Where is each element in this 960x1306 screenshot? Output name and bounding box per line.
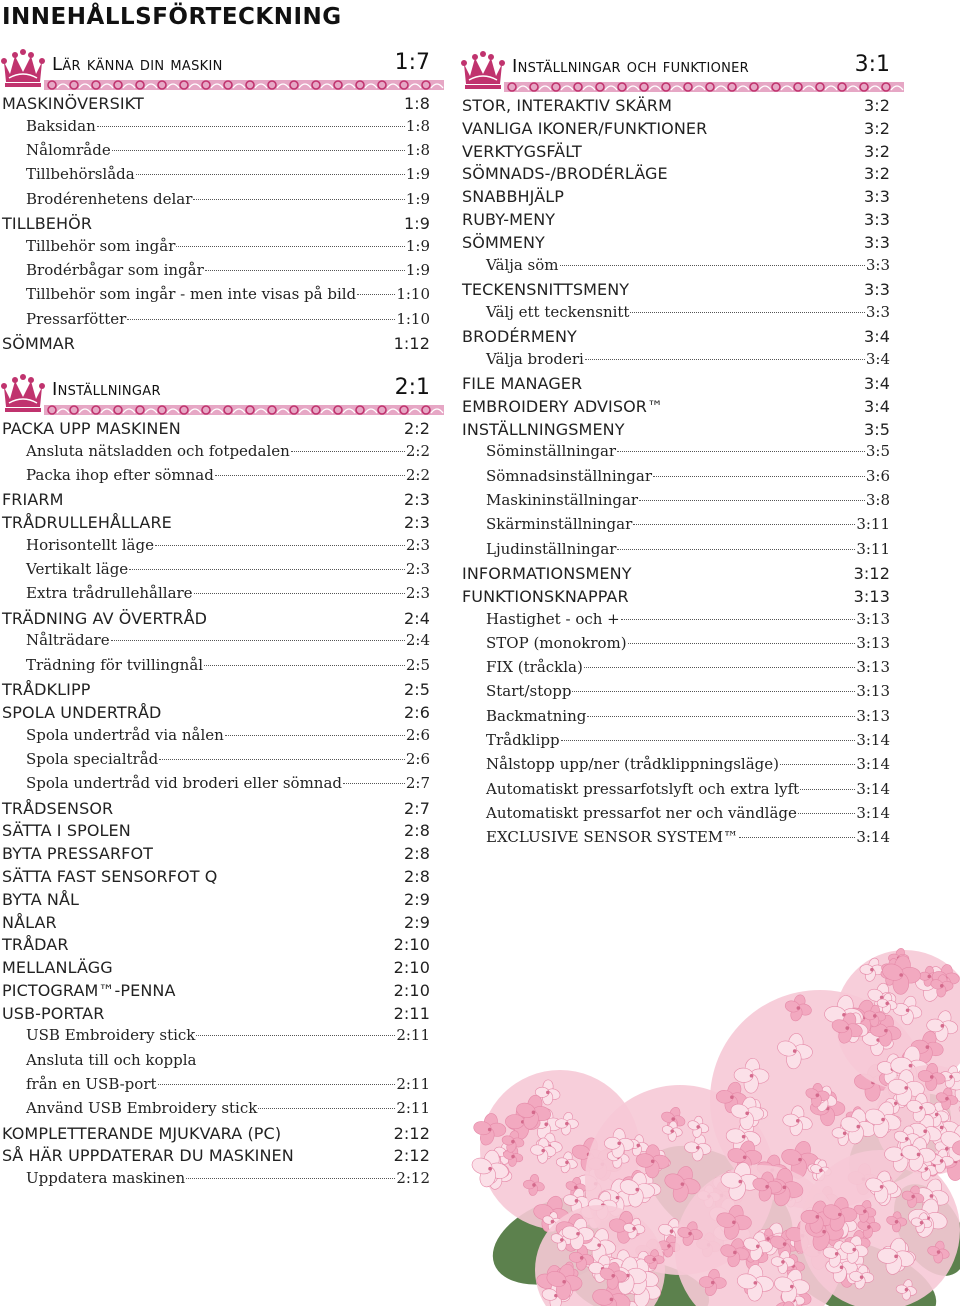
toc-entry — [460, 327, 892, 350]
toc-entry-title: RUBY-MENY — [462, 209, 556, 229]
toc-entry-title: TRÅDSENSOR — [2, 798, 114, 818]
section-header — [0, 369, 432, 415]
toc-entry-page: 2:3 — [403, 512, 430, 532]
dot-leader — [136, 174, 405, 175]
toc-entry-page: 2:2 — [405, 441, 430, 460]
toc-entry-title: TECKENSNITTSMENY — [462, 279, 630, 299]
toc-entry — [0, 844, 432, 867]
toc-entry-title: Ljudinställningar — [486, 539, 617, 558]
dot-leader — [129, 569, 405, 570]
toc-entry-page: 1:8 — [403, 94, 430, 113]
toc-entry-page: 3:13 — [853, 586, 890, 606]
toc-entry-page: 1:10 — [396, 309, 430, 328]
toc-entry-page: 2:5 — [405, 655, 430, 674]
toc-entry-page: 2:2 — [405, 465, 430, 484]
dot-leader — [621, 619, 856, 620]
toc-entry — [460, 164, 892, 187]
section-number: 3:1 — [854, 52, 890, 77]
toc-entry — [0, 958, 432, 981]
toc-entry-page: 1:9 — [405, 165, 430, 184]
dot-leader — [225, 735, 405, 736]
toc-entry — [0, 867, 432, 890]
dot-leader — [205, 270, 405, 271]
toc-entry-page: 2:10 — [393, 958, 430, 978]
toc-entry — [460, 303, 892, 327]
section-header — [460, 46, 892, 92]
toc-entry-page: 2:4 — [405, 631, 430, 650]
toc-entry — [460, 587, 892, 610]
toc-entry-title: BYTA NÅL — [2, 889, 80, 909]
toc-entry — [460, 610, 892, 634]
toc-entry-page: 1:9 — [405, 236, 430, 255]
toc-entry-page: 2:5 — [403, 680, 430, 700]
section-number: 2:1 — [394, 374, 430, 400]
toc-entry-title: Välj ett teckensnitt — [486, 302, 630, 321]
toc-entry-page: 3:4 — [863, 374, 890, 394]
dot-leader — [587, 716, 855, 717]
dot-leader — [584, 667, 855, 668]
crown-icon — [0, 48, 46, 88]
toc-entry — [0, 237, 432, 261]
toc-entry-page: 3:3 — [863, 279, 890, 299]
toc-entry-title: SÖMMAR — [2, 333, 76, 353]
toc-entry-page: 3:14 — [856, 828, 890, 847]
toc-entry-title: TILLBEHÖR — [2, 213, 93, 233]
toc-entry-title: PACKA UPP MASKINEN — [2, 418, 181, 438]
toc-entry-page: 2:8 — [403, 844, 430, 864]
toc-entry — [460, 755, 892, 779]
toc-entry — [0, 1169, 432, 1193]
toc-entry-page: 3:3 — [863, 209, 890, 229]
dot-leader — [186, 1178, 395, 1179]
dot-leader — [617, 451, 865, 452]
toc-entry — [460, 804, 892, 828]
toc-entry — [0, 141, 432, 165]
toc-entry-title: BYTA PRESSARFOT — [2, 844, 154, 864]
toc-entry — [0, 442, 432, 466]
toc-entry — [0, 680, 432, 703]
toc-entry — [0, 1004, 432, 1027]
toc-entry — [0, 609, 432, 632]
toc-entry — [0, 490, 432, 513]
toc-entry-page: 1:12 — [393, 333, 430, 353]
toc-entry-title: SÄTTA I SPOLEN — [2, 821, 131, 841]
toc-entry-title: TRÅDKLIPP — [2, 680, 91, 700]
toc-entry-page: 1:10 — [396, 285, 430, 304]
toc-entry-page: 3:14 — [856, 755, 890, 774]
toc-entry — [0, 1146, 432, 1169]
toc-entry-page: 2:9 — [403, 912, 430, 932]
toc-entry — [460, 119, 892, 142]
dot-leader — [561, 740, 856, 741]
toc-entry-page: 2:11 — [396, 1099, 430, 1118]
toc-entry — [0, 560, 432, 584]
dot-leader — [633, 524, 855, 525]
toc-entry-title: Hastighet - och + — [486, 609, 620, 628]
toc-entry — [0, 536, 432, 560]
crown-icon — [460, 50, 506, 90]
toc-entry-title: SÖMNADS-/BRODÉRLÄGE — [462, 164, 668, 184]
crown-icon — [0, 373, 46, 413]
dot-leader — [585, 359, 865, 360]
dot-leader — [155, 545, 405, 546]
section-installningar-och-funktioner — [460, 46, 892, 853]
toc-entry-page: 3:3 — [865, 255, 890, 274]
toc-entry — [0, 214, 432, 237]
dot-leader — [112, 150, 405, 151]
dot-leader — [343, 783, 405, 784]
toc-entry-title: Spola undertråd via nålen — [26, 725, 224, 744]
dot-leader — [204, 665, 405, 666]
toc-entry-title: Pressarfötter — [26, 309, 127, 328]
toc-entry-page: 1:8 — [405, 116, 430, 135]
toc-entry — [460, 634, 892, 658]
toc-entry-page: 3:4 — [863, 396, 890, 416]
toc-entry — [0, 821, 432, 844]
dot-leader — [780, 764, 855, 765]
toc-entry-title: SPOLA UNDERTRÅD — [2, 702, 162, 722]
toc-entry-page: 1:8 — [405, 141, 430, 160]
toc-entry-page: 2:3 — [403, 490, 430, 510]
toc-entry-title: PICTOGRAM™-PENNA — [2, 980, 176, 1000]
toc-entry — [460, 467, 892, 491]
toc-entry-title: Start/stopp — [486, 682, 572, 701]
page-title: INNEHÅLLSFÖRTECKNING — [2, 4, 342, 30]
toc-entry — [460, 682, 892, 706]
toc-entry — [460, 256, 892, 280]
toc-entry-title: INFORMATIONSMENY — [462, 563, 632, 583]
toc-entry-page: 2:12 — [396, 1169, 430, 1188]
toc-entry — [460, 397, 892, 420]
toc-entry-page: 2:11 — [396, 1026, 430, 1045]
toc-entry — [0, 513, 432, 536]
toc-entry-page: 3:12 — [853, 563, 890, 583]
toc-entry-title: Trädning för tvillingnål — [26, 655, 204, 674]
toc-entry — [0, 419, 432, 442]
toc-entry — [0, 334, 432, 357]
toc-entry — [460, 280, 892, 303]
toc-entry — [460, 233, 892, 256]
dot-leader — [111, 640, 405, 641]
toc-entry-page: 3:5 — [863, 419, 890, 439]
toc-entry-page: 3:3 — [865, 302, 890, 321]
dot-leader — [291, 451, 405, 452]
toc-entry-title: SÖMMENY — [462, 232, 545, 252]
toc-entry-title: Uppdatera maskinen — [26, 1169, 186, 1188]
toc-entry-page: 3:14 — [856, 803, 890, 822]
dot-leader — [127, 319, 395, 320]
toc-entry — [0, 913, 432, 936]
dot-leader — [196, 1035, 395, 1036]
toc-entry-page: 3:11 — [856, 539, 890, 558]
toc-entry — [0, 310, 432, 334]
toc-entry — [460, 210, 892, 233]
toc-entry-title: Tillbehör som ingår — [26, 236, 176, 255]
toc-entry — [0, 1051, 432, 1075]
section-title: Inställningar — [52, 378, 161, 400]
section-header — [0, 44, 432, 90]
toc-entry-page: 3:2 — [863, 141, 890, 161]
section-installningar — [0, 369, 432, 1194]
dot-leader — [193, 199, 404, 200]
toc-entry-title: SÅ HÄR UPPDATERAR DU MASKINEN — [2, 1146, 294, 1166]
toc-entry-page: 2:8 — [403, 866, 430, 886]
toc-entry-title: VERKTYGSFÄLT — [462, 141, 582, 161]
toc-entry-page: 3:8 — [865, 491, 890, 510]
toc-entry-title: KOMPLETTERANDE MJUKVARA (PC) — [2, 1123, 282, 1143]
dot-leader — [215, 475, 405, 476]
toc-entry-title: Automatiskt pressarfotslyft och extra lyft — [486, 779, 800, 798]
toc-entry-title: FRIARM — [2, 490, 64, 510]
dot-leader — [194, 593, 405, 594]
dot-leader — [176, 246, 404, 247]
toc-entry-title: SNABBHJÄLP — [462, 187, 564, 207]
dot-leader — [739, 837, 855, 838]
toc-entry-page: 3:2 — [863, 96, 890, 115]
toc-entry — [0, 981, 432, 1004]
toc-entry-title: Backmatning — [486, 706, 587, 725]
toc-entry-page: 3:2 — [863, 164, 890, 184]
toc-entry-title: VANLIGA IKONER/FUNKTIONER — [462, 118, 708, 138]
swirl-band — [44, 80, 444, 90]
toc-entry-title: Brodérenhetens delar — [26, 189, 193, 208]
toc-entry-title: TRÄDNING AV ÖVERTRÅD — [2, 608, 208, 628]
toc-entry-title: Baksidan — [26, 116, 96, 135]
toc-entry-page: 2:7 — [403, 798, 430, 818]
toc-entry-title: MASKINÖVERSIKT — [2, 94, 144, 113]
toc-entry-title: Nålstopp upp/ner (trådklippningsläge) — [486, 755, 779, 774]
toc-entry-page: 3:13 — [856, 609, 890, 628]
toc-entry-page: 2:12 — [393, 1146, 430, 1166]
toc-entry — [0, 190, 432, 214]
section-title: Inställningar och funktioner — [512, 56, 750, 77]
toc-entry-page: 3:2 — [863, 118, 890, 138]
toc-entry-page: 2:8 — [403, 821, 430, 841]
toc-entry-title: Ansluta nätsladden och fotpedalen — [26, 441, 290, 460]
toc-entry-title: Sömnadsinställningar — [486, 466, 652, 485]
toc-entry-title: Extra trådrullehållare — [26, 584, 193, 603]
toc-entry — [0, 935, 432, 958]
toc-entry-title: MELLANLÄGG — [2, 958, 113, 978]
toc-entry-page: 3:6 — [865, 466, 890, 485]
dot-leader — [158, 1084, 396, 1085]
toc-entry-title: FILE MANAGER — [462, 374, 583, 394]
toc-entry-page: 2:10 — [393, 935, 430, 955]
toc-entry-title: Horisontellt läge — [26, 535, 154, 554]
toc-entry-title: Vertikalt läge — [26, 560, 129, 579]
toc-entry-page: 3:5 — [865, 442, 890, 461]
toc-entry-page: 2:3 — [405, 535, 430, 554]
toc-entry-title: Välja broderi — [486, 349, 584, 368]
toc-entry-page: 2:3 — [405, 584, 430, 603]
toc-entry — [0, 94, 432, 117]
dot-leader — [630, 312, 864, 313]
toc-entry-title: INSTÄLLNINGSMENY — [462, 419, 625, 439]
toc-entry-page: 3:14 — [856, 779, 890, 798]
toc-entry-title: Nålområde — [26, 141, 111, 160]
toc-entry-page: 3:3 — [863, 187, 890, 207]
toc-entry — [460, 350, 892, 374]
dot-leader — [357, 294, 395, 295]
toc-column-left — [0, 44, 432, 1194]
toc-entry-title: NÅLAR — [2, 912, 57, 932]
toc-entry-page: 3:13 — [856, 633, 890, 652]
toc-entry-page: 3:3 — [863, 232, 890, 252]
toc-entry-page: 2:6 — [405, 725, 430, 744]
toc-entry-page: 1:9 — [405, 189, 430, 208]
toc-entry — [0, 726, 432, 750]
toc-entry — [0, 750, 432, 774]
toc-entry-title: TRÅDAR — [2, 935, 69, 955]
toc-entry — [460, 420, 892, 443]
toc-entry-page: 3:13 — [856, 658, 890, 677]
toc-entry-title: STOR, INTERAKTIV SKÄRM — [462, 96, 673, 115]
toc-entry-title: Maskininställningar — [486, 491, 639, 510]
toc-entry-page: 2:3 — [405, 560, 430, 579]
toc-entry-page: 2:12 — [393, 1123, 430, 1143]
toc-entry-page: 1:9 — [403, 213, 430, 233]
toc-entry — [0, 466, 432, 490]
toc-entry-page: 2:6 — [403, 702, 430, 722]
toc-entry-page: 3:11 — [856, 515, 890, 534]
toc-entry — [460, 731, 892, 755]
toc-entry-title: EMBROIDERY ADVISOR™ — [462, 396, 664, 416]
toc-entry-title: Spola specialtråd — [26, 749, 159, 768]
toc-entry-title: EXCLUSIVE SENSOR SYSTEM™ — [486, 828, 739, 847]
toc-entry — [460, 442, 892, 466]
toc-entry-page: 3:4 — [863, 326, 890, 346]
toc-entry — [0, 1075, 432, 1099]
toc-entry — [0, 774, 432, 798]
toc-entry-title: Söminställningar — [486, 442, 617, 461]
toc-entry-page: 2:2 — [403, 418, 430, 438]
toc-entry-title: Använd USB Embroidery stick — [26, 1099, 258, 1118]
dot-leader — [798, 813, 855, 814]
toc-entry — [460, 658, 892, 682]
dot-leader — [572, 691, 855, 692]
toc-entry-title: Brodérbågar som ingår — [26, 261, 204, 280]
toc-entry — [460, 540, 892, 564]
toc-entry-title: Spola undertråd vid broderi eller sömnad — [26, 774, 343, 793]
toc-entry — [460, 187, 892, 210]
toc-entry — [0, 584, 432, 608]
toc-entry-title: BRODÉRMENY — [462, 326, 577, 346]
toc-entry — [460, 564, 892, 587]
toc-entry — [460, 707, 892, 731]
toc-entry — [0, 1124, 432, 1147]
toc-entry-title: FUNKTIONSKNAPPAR — [462, 586, 629, 606]
toc-entry-title: USB-PORTAR — [2, 1003, 105, 1023]
swirl-band — [44, 405, 444, 415]
section-lar-kanna-din-maskin — [0, 44, 432, 357]
section-title: Lär känna din maskin — [52, 54, 223, 75]
toc-entry-title: Automatiskt pressarfot ner och vändläge — [486, 803, 797, 822]
toc-entry — [0, 890, 432, 913]
toc-entry-title: STOP (monokrom) — [486, 633, 627, 652]
toc-entry-page: 3:13 — [856, 706, 890, 725]
toc-entry — [0, 703, 432, 726]
toc-entry — [0, 261, 432, 285]
dot-leader — [560, 265, 865, 266]
toc-entry-page: 2:11 — [396, 1075, 430, 1094]
toc-entry — [460, 515, 892, 539]
toc-entry — [460, 374, 892, 397]
dot-leader — [97, 126, 405, 127]
dot-leader — [628, 643, 856, 644]
toc-entry — [460, 96, 892, 119]
toc-entry-page: 3:14 — [856, 731, 890, 750]
toc-entry-title: TRÅDRULLEHÅLLARE — [2, 512, 172, 532]
toc-entry — [0, 656, 432, 680]
toc-entry-page: 3:4 — [865, 349, 890, 368]
toc-entry-page: 2:6 — [405, 749, 430, 768]
toc-entry-page: 2:9 — [403, 889, 430, 909]
toc-entry-title: Skärminställningar — [486, 515, 633, 534]
toc-entry-title: Nålträdare — [26, 631, 110, 650]
toc-entry-title: Tillbehörslåda — [26, 165, 135, 184]
dot-leader — [639, 500, 865, 501]
toc-entry-title: FIX (tråckla) — [486, 658, 583, 677]
toc-entry-title: Packa ihop efter sömnad — [26, 465, 214, 484]
section-number: 1:7 — [394, 50, 430, 75]
toc-entry — [460, 780, 892, 804]
toc-entry-page: 2:10 — [393, 980, 430, 1000]
toc-entry-title: SÄTTA FAST SENSORFOT Q — [2, 866, 218, 886]
toc-entry — [460, 828, 892, 852]
toc-entry-page: 2:7 — [405, 774, 430, 793]
toc-entry-title: Trådklipp — [486, 731, 560, 750]
toc-entry-page: 3:13 — [856, 682, 890, 701]
swirl-band — [504, 82, 904, 92]
toc-entry — [460, 142, 892, 165]
toc-column-right — [460, 46, 892, 853]
toc-entry — [460, 491, 892, 515]
toc-entry — [0, 1099, 432, 1123]
toc-entry-title: Tillbehör som ingår - men inte visas på bild — [26, 285, 357, 304]
dot-leader — [159, 759, 405, 760]
toc-entry-page: 2:11 — [393, 1003, 430, 1023]
toc-entry — [0, 799, 432, 822]
toc-entry — [0, 117, 432, 141]
dot-leader — [800, 789, 855, 790]
toc-entry — [0, 631, 432, 655]
toc-entry-title: USB Embroidery stick — [26, 1026, 196, 1045]
toc-entry-title: från en USB-port — [26, 1075, 157, 1094]
dot-leader — [653, 476, 865, 477]
dot-leader — [258, 1108, 395, 1109]
toc-entry — [0, 1026, 432, 1050]
toc-entry-page: 1:9 — [405, 261, 430, 280]
toc-entry-title: Välja söm — [486, 255, 559, 274]
toc-entry — [0, 285, 432, 309]
dot-leader — [617, 549, 855, 550]
toc-entry — [0, 165, 432, 189]
toc-entry-title: Ansluta till och koppla — [26, 1050, 197, 1069]
toc-entry-page: 2:4 — [403, 608, 430, 628]
